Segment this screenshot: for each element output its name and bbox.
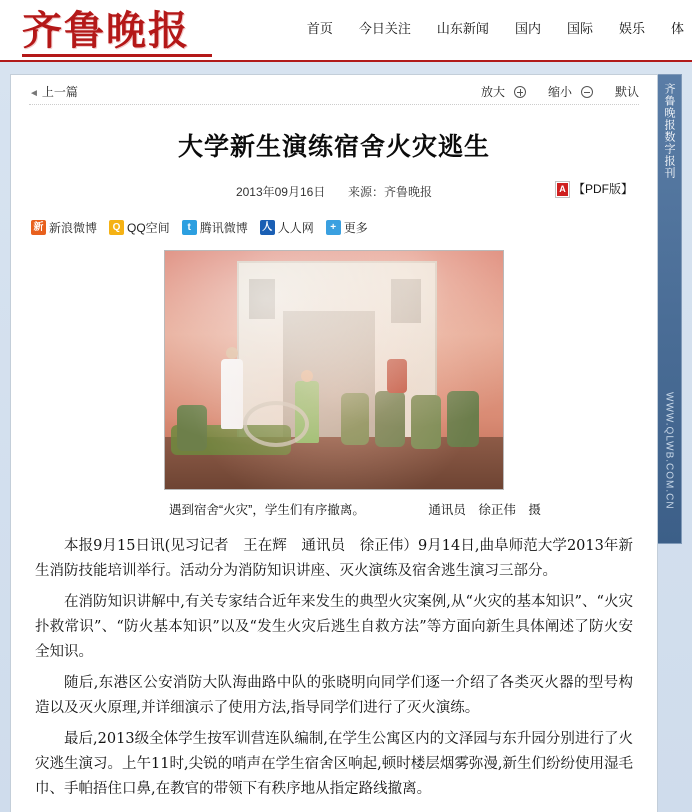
pdf-version-link[interactable] <box>555 179 633 199</box>
photo-credit: 通讯员 徐正伟 摄 <box>428 503 541 517</box>
photo-caption-row <box>29 500 639 518</box>
renren-icon: 人 <box>260 220 275 235</box>
article-body <box>29 534 639 802</box>
previous-article-link[interactable] <box>29 85 78 99</box>
previous-article-label: 上一篇 <box>41 85 78 99</box>
share-qzone[interactable] <box>109 219 170 236</box>
nav-item-today-focus[interactable]: 今日关注 <box>358 21 411 36</box>
site-url-text: WWW.QLWB.COM.CN <box>663 392 675 510</box>
article-toolbar <box>29 75 639 105</box>
article-photo <box>164 250 504 490</box>
share-sina-weibo[interactable] <box>31 219 97 236</box>
photo-caption: 遇到宿舍“火灾”，学生们有序撤离。 <box>169 503 365 517</box>
plus-circle-icon[interactable] <box>514 86 526 98</box>
photo-smoke-overlay <box>165 251 503 489</box>
pdf-version-label: 【PDF版】 <box>572 182 633 196</box>
site-logo[interactable]: 齐鲁晚报 <box>22 7 190 54</box>
article-paragraph: 在消防知识讲解中,有关专家结合近年来发生的典型火灾案例,从“火灾的基本知识”、“火灾扑救常识”、“防火基本知识”以及“发生火灾后逃生自救方法”等方面向新生具体阐述了防火安全知识。 <box>35 594 633 660</box>
article-paragraph: 本报9月15日讯(见习记者 王在辉 通讯员 徐正伟）9月14日,曲阜师范大学2013年新生消防技能培训举行。活动分为消防知识讲座、灭火演练及宿舍逃生演习三部分。 <box>35 538 633 579</box>
share-sina-weibo-label: 新浪微博 <box>49 221 98 235</box>
site-url-vertical <box>656 392 682 552</box>
article-container <box>10 74 658 812</box>
font-size-controls <box>481 83 639 100</box>
article-paragraph: 最后,2013级全体学生按军训营连队编制,在学生公寓区内的文泽园与东升园分别进行了火灾逃生演习。上午11时,尖锐的哨声在学生宿舍区响起,顿时楼层烟雾弥漫,新生们纷纷使用湿毛巾、手帕捂住口鼻,在教官的带领下有秩序地从指定路线撤离。 <box>35 731 633 797</box>
nav-item-home[interactable]: 首页 <box>306 21 333 36</box>
article-photo-wrapper <box>29 250 639 518</box>
tencent-weibo-icon: t <box>182 220 197 235</box>
article-paragraph: 随后,东港区公安消防大队海曲路中队的张晓明向同学们逐一介绍了各类灭火器的型号构造以及灭火原理,并详细演示了使用方法,指导同学们进行了灭火演练。 <box>35 675 633 716</box>
chevron-left-icon: ◄ <box>29 88 39 99</box>
share-renren[interactable] <box>260 219 314 236</box>
more-icon: + <box>326 220 341 235</box>
minus-circle-icon[interactable] <box>581 86 593 98</box>
share-more[interactable] <box>326 219 368 236</box>
share-qzone-label: QQ空间 <box>127 221 170 235</box>
nav-item-domestic[interactable]: 国内 <box>514 21 541 36</box>
article-title: 大学新生演练宿舍火灾逃生 <box>177 132 490 161</box>
digital-paper-strip-label: 齐鲁晚报数字报刊 <box>663 83 675 179</box>
share-bar <box>29 219 639 236</box>
top-navigation <box>307 18 692 37</box>
font-smaller-button[interactable]: 缩小 <box>547 85 572 99</box>
article-date: 2013年09月16日 <box>235 185 326 199</box>
share-tencent-weibo[interactable] <box>182 219 248 236</box>
qzone-icon: Q <box>109 220 124 235</box>
nav-item-shandong-news[interactable]: 山东新闻 <box>436 21 489 36</box>
nav-item-entertainment[interactable]: 娱乐 <box>618 21 645 36</box>
logo-underline <box>22 54 212 57</box>
site-header <box>0 0 692 62</box>
share-more-label: 更多 <box>343 221 368 235</box>
font-default-button[interactable]: 默认 <box>614 85 639 99</box>
share-tencent-weibo-label: 腾讯微博 <box>199 221 248 235</box>
page-body <box>0 62 692 812</box>
article-source: 来源：齐鲁晚报 <box>348 185 433 199</box>
share-renren-label: 人人网 <box>277 221 314 235</box>
sina-weibo-icon: 新 <box>31 220 46 235</box>
nav-item-sports[interactable]: 体 <box>670 21 684 36</box>
pdf-icon <box>555 181 570 198</box>
nav-item-international[interactable]: 国际 <box>566 21 593 36</box>
font-larger-button[interactable]: 放大 <box>480 85 505 99</box>
article-meta <box>29 179 639 205</box>
